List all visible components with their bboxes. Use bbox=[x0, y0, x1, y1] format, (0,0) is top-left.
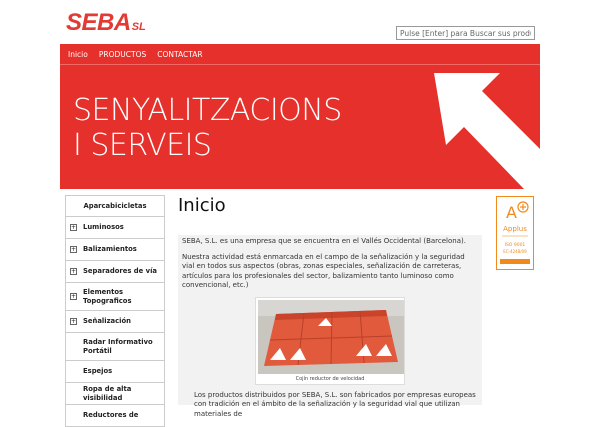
content-box bbox=[178, 235, 482, 418]
sidebar-item-separadores[interactable] bbox=[65, 261, 165, 283]
sidebar-item-senalizacion[interactable] bbox=[65, 311, 165, 333]
applus-certification-badge[interactable] bbox=[496, 196, 534, 270]
sidebar-item-balizamientos[interactable] bbox=[65, 239, 165, 261]
hero-banner bbox=[60, 65, 540, 189]
sidebar-item-label: Espejos bbox=[83, 367, 113, 375]
expand-icon[interactable]: + bbox=[71, 224, 77, 231]
sidebar-item-radar[interactable] bbox=[65, 333, 165, 361]
banner-line-1: SENYALITZACIONS bbox=[73, 93, 342, 128]
sidebar-item-label: Elementos Topograficos bbox=[83, 287, 132, 305]
speed-bump-photo bbox=[258, 300, 404, 374]
photo-caption: Cojín reductor de velocidad bbox=[295, 375, 365, 382]
activity-paragraph: Nuestra actividad está enmarcada en el campo de la señalización y la seguridad vial en todos sus aspectos (obras, zonas especiales, señalización de carreteras, artículos para los profesionales del sector, balizamiento tanto luminoso como convencional, etc.) bbox=[182, 252, 465, 289]
expand-icon[interactable]: + bbox=[71, 246, 77, 253]
intro-paragraph: SEBA, S.L. es una empresa que se encuentra en el Vallés Occidental (Barcelona). bbox=[182, 237, 466, 245]
page-title: Inicio bbox=[178, 195, 226, 216]
sidebar-item-luminosos[interactable] bbox=[65, 217, 165, 239]
cert-letter-a: A bbox=[506, 203, 517, 222]
sidebar-item-label: Radar Informativo Portátil bbox=[83, 337, 153, 355]
products-paragraph: Los productos distribuidos por SEBA, S.L. son fabricados por empresas europeas con tradición en el ámbito de la señalización y la seguridad vial que utilizan materiales de bbox=[194, 390, 476, 418]
main-content bbox=[178, 195, 482, 418]
cert-brand: Applus bbox=[503, 225, 527, 233]
sidebar-item-elementos-topograficos[interactable] bbox=[65, 283, 165, 311]
nav-item-productos[interactable]: PRODUCTOS bbox=[98, 49, 147, 59]
header bbox=[0, 0, 600, 44]
product-photo-frame bbox=[255, 297, 405, 385]
sidebar-item-espejos[interactable] bbox=[65, 361, 165, 383]
sidebar-menu bbox=[65, 195, 165, 427]
expand-icon[interactable]: + bbox=[71, 268, 77, 275]
sidebar-item-label: Separadores de vía bbox=[83, 267, 157, 275]
sidebar-item-label: Señalización bbox=[83, 317, 131, 325]
banner-line-2: I SERVEIS bbox=[73, 128, 212, 163]
arrow-graphic-icon bbox=[420, 65, 540, 189]
main-nav bbox=[60, 44, 540, 65]
cert-standard: ISO 9001 bbox=[504, 243, 526, 248]
nav-item-inicio[interactable]: Inicio bbox=[68, 49, 88, 59]
sidebar-item-reductores[interactable] bbox=[65, 405, 165, 427]
expand-icon[interactable]: + bbox=[71, 318, 77, 325]
nav-item-contactar[interactable]: CONTACTAR bbox=[157, 49, 203, 59]
sidebar-item-aparcabicicletas[interactable] bbox=[65, 195, 165, 217]
cert-code: EC-4248/09 bbox=[503, 249, 527, 254]
logo-sub: SL bbox=[131, 21, 146, 33]
search-input[interactable] bbox=[396, 26, 535, 40]
sidebar-item-label: Balizamientos bbox=[83, 245, 137, 253]
sidebar-item-ropa[interactable] bbox=[65, 383, 165, 405]
logo-main: SEBA bbox=[66, 9, 131, 36]
expand-icon[interactable]: + bbox=[71, 293, 77, 300]
sidebar-item-label: Ropa de alta visibilidad bbox=[83, 384, 132, 402]
logo[interactable] bbox=[66, 9, 146, 37]
sidebar-item-label: Reductores de bbox=[83, 411, 139, 419]
sidebar-item-label: Aparcabicicletas bbox=[83, 201, 147, 210]
sidebar-item-label: Luminosos bbox=[83, 223, 124, 231]
banner-text bbox=[73, 93, 342, 163]
